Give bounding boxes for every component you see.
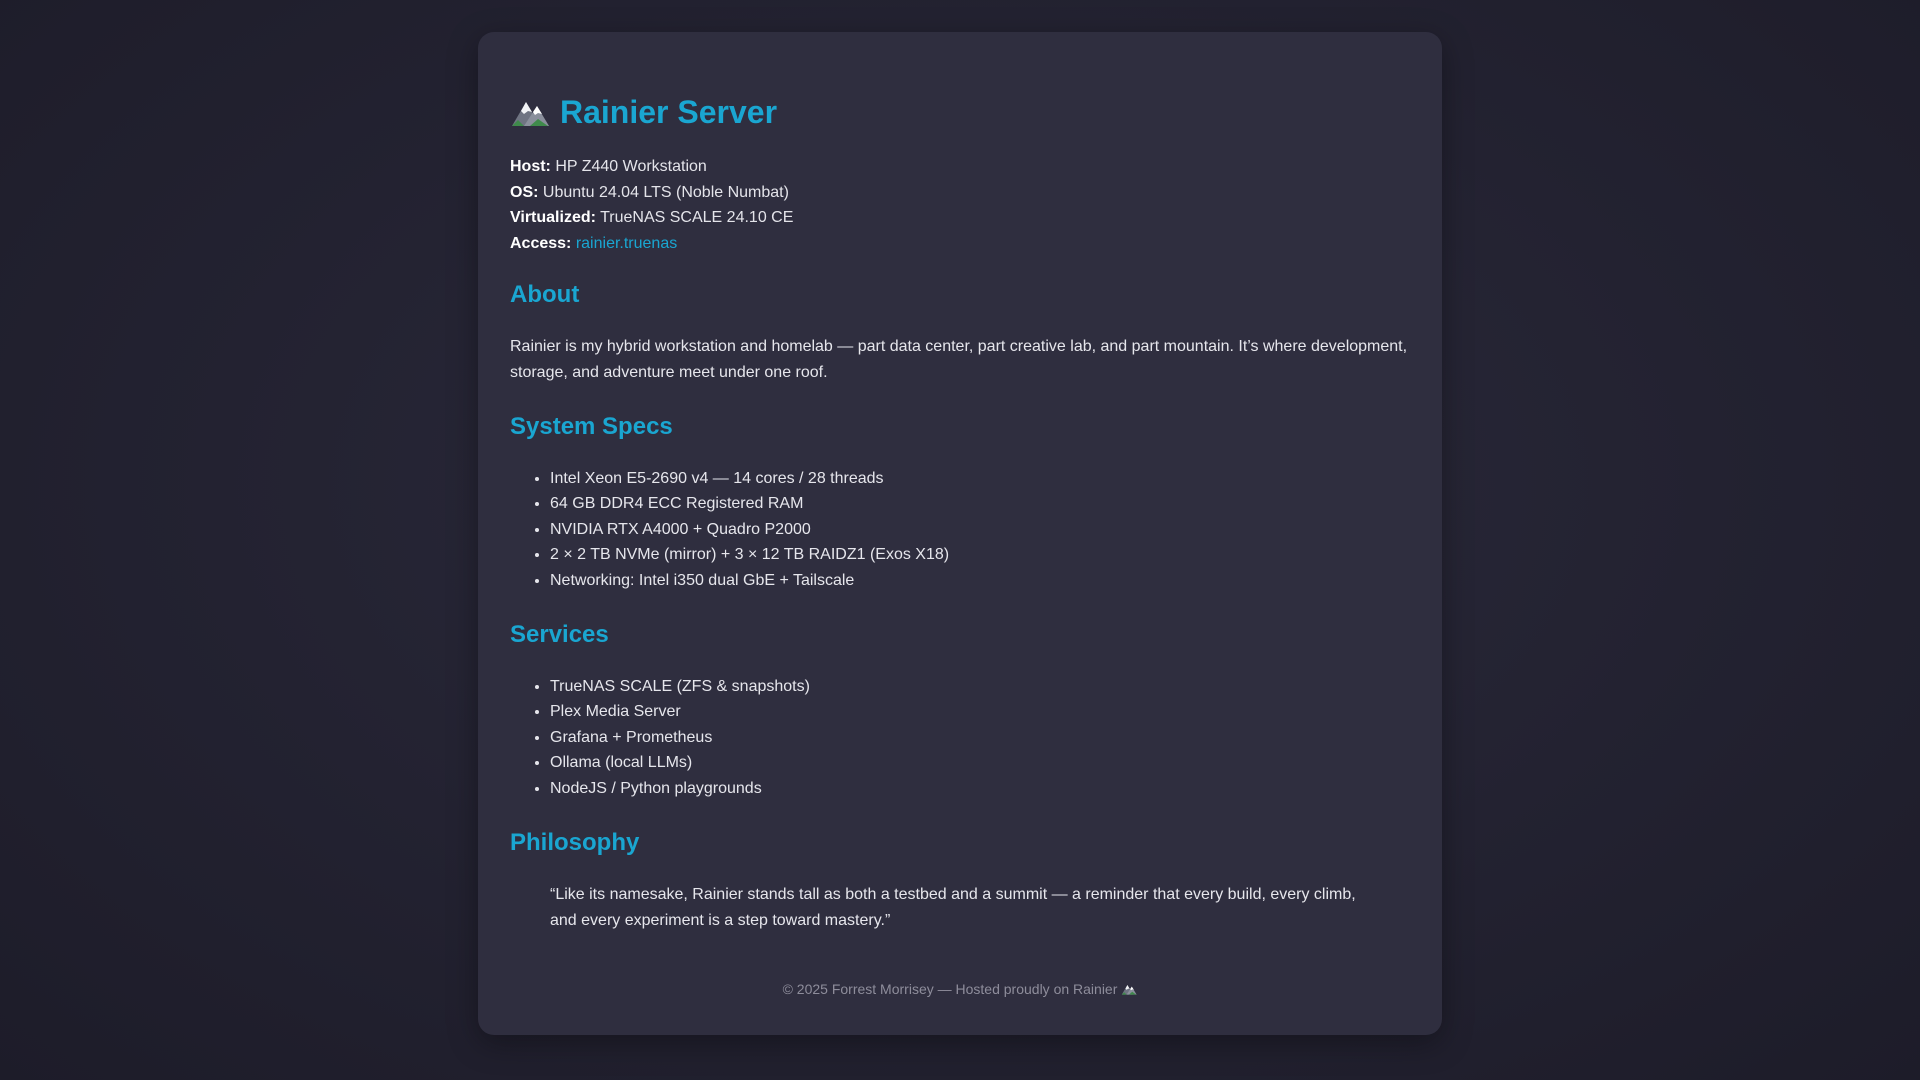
os-label: OS: — [510, 183, 539, 201]
specs-list — [510, 466, 1410, 594]
footer-text: © 2025 Forrest Morrisey — Hosted proudly on Rainier — [782, 981, 1118, 997]
access-label: Access: — [510, 234, 572, 252]
host-row — [510, 154, 1410, 180]
list-item: • Networking: Intel i350 dual GbE + Tailscale — [550, 568, 1410, 594]
list-item: • Intel Xeon E5-2690 v4 — 14 cores / 28 threads — [550, 466, 1410, 492]
page-title: Rainier Server — [560, 94, 778, 130]
list-item: • Grafana + Prometheus — [550, 725, 1410, 751]
about-text: Rainier is my hybrid workstation and homelab — part data center, part creative lab, and part mountain. It’s where development, storage, and adventure meet under one roof. — [510, 338, 1408, 381]
philosophy-quote: “Like its namesake, Rainier stands tall as both a testbed and a summit — a reminder that every build, every climb, and every experiment is a step toward mastery.” — [550, 885, 1356, 929]
page-footer — [478, 979, 1442, 999]
philosophy-heading: Philosophy — [510, 828, 640, 856]
services-heading: Services — [510, 620, 609, 648]
mountain-icon — [1121, 981, 1137, 997]
os-row — [510, 180, 1410, 206]
page-header — [510, 90, 1410, 134]
host-value: HP Z440 Workstation — [550, 158, 707, 175]
virtualized-value: TrueNAS SCALE 24.10 CE — [595, 209, 794, 227]
list-item: • NodeJS / Python playgrounds — [550, 776, 1410, 802]
list-item: • Plex Media Server — [550, 699, 1410, 725]
about-heading: About — [510, 281, 580, 309]
os-value: Ubuntu 24.04 LTS (Noble Numbat) — [538, 183, 789, 201]
virtualized-row — [510, 205, 1410, 231]
access-link[interactable]: rainier.truenas — [575, 234, 678, 252]
specs-heading: System Specs — [510, 412, 673, 440]
host-info — [510, 154, 1410, 256]
virtualized-label: Virtualized: — [510, 209, 596, 227]
list-item: • NVIDIA RTX A4000 + Quadro P2000 — [550, 517, 1410, 543]
services-list — [510, 674, 1410, 802]
host-label: Host: — [510, 158, 551, 175]
list-item: • 64 GB DDR4 ECC Registered RAM — [550, 491, 1410, 517]
server-card — [478, 32, 1442, 1035]
list-item: • 2 × 2 TB NVMe (mirror) + 3 × 12 TB RAIDZ1 (Exos X18) — [550, 542, 1410, 568]
access-row — [510, 231, 1410, 257]
list-item: • Ollama (local LLMs) — [550, 750, 1410, 776]
list-item: • TrueNAS SCALE (ZFS & snapshots) — [550, 674, 1410, 700]
mountain-icon — [510, 92, 550, 132]
